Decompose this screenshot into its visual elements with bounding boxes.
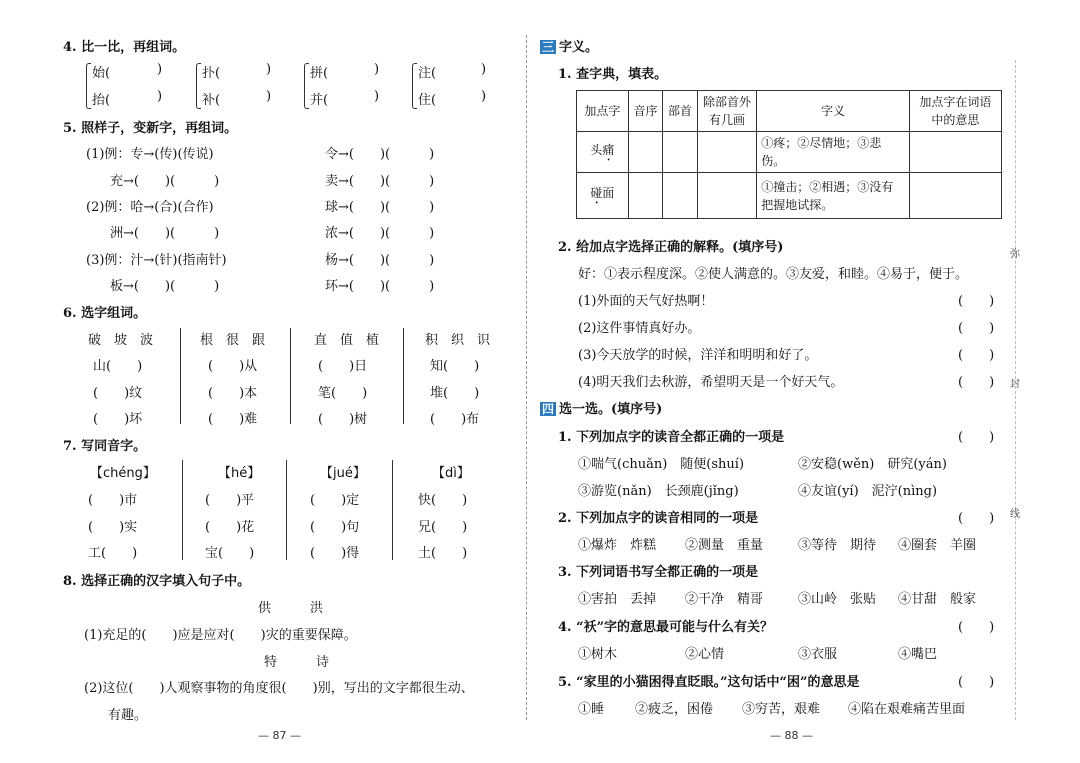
choice-option: ④圈套 羊圈 [898,538,977,553]
q4-title: 4. 比一比，再组词。 [63,40,186,55]
page-number: — 88 — [770,729,813,742]
table-header-row: 加点字 音序 部首 除部首外有几画 字义 加点字在词语中的意思 [577,91,1002,132]
q6-title: 6. 选字组词。 [63,306,147,321]
section-3-header: 三 字义。 [542,40,599,55]
q4-item: 注( [418,66,437,81]
q6-group-head: 直 值 植 [314,333,380,348]
choice-option: ④友谊(yí) 泥泞(nìng) [798,484,938,499]
q8-sentence: (2)这位( )人观察事物的角度很( )别，写出的文字都很生动、 [84,681,474,696]
choice-question: 5. “家里的小猫困得直眨眼。”这句话中“困”的意思是 [558,675,860,690]
table-row: 碰面 ①撞击；②相遇；③没有把握地试探。 [577,173,1002,219]
choice-question: 2. 下列加点字的读音相同的一项是 [558,511,759,526]
q2-definitions: 好：①表示程度深。②使人满意的。③友爱，和睦。④易于，便于。 [578,267,969,282]
choice-option: ②干净 精哥 [685,592,764,607]
answer-blank[interactable]: ( ) [958,294,995,309]
q7-group-head: 【chéng】 [90,466,156,481]
choice-option: ②心情 [685,647,725,662]
choice-option: ②安稳(wěn) 研究(yán) [798,457,947,472]
q5-example: (2)例：哈→(合)(合作) [86,200,214,215]
choice-question: 1. 下列加点字的读音全都正确的一项是 [558,430,785,445]
choice-option: ①睡 [578,702,605,717]
q4-item: 始( [92,66,111,81]
q5-item: 板→( )( ) [110,279,220,294]
q5-example: (1)例：专→(传)(传说) [86,147,214,162]
choice-option: ③山岭 张贴 [798,592,877,607]
dictionary-table [576,90,1002,219]
choice-option: ④嘴巴 [898,647,938,662]
q1-title: 1. 查字典，填表。 [558,67,668,82]
choice-option: ①喘气(chuǎn) 随便(shuí) [578,457,745,472]
q2-item: (2)这件事情真好办。 [578,321,701,336]
q8-word-choices: 供 洪 [258,601,324,616]
q2-item: (3)今天放学的时候，洋洋和明明和好了。 [578,348,818,363]
q4-item: 扑( [202,66,221,81]
q8-title: 8. 选择正确的汉字填入句子中。 [63,574,251,589]
choice-option: ④陷在艰难痛苦里面 [848,702,966,717]
seal-char: 线 [1010,509,1020,520]
choice-option: ②疲乏，困倦 [635,702,714,717]
page-divider [526,35,527,720]
answer-blank[interactable]: ( ) [958,348,995,363]
answer-blank[interactable]: ( ) [958,675,995,690]
q5-item: 球→( )( ) [325,200,435,215]
q5-item: 充→( )( ) [110,174,220,189]
q2-item: (1)外面的天气好热啊！ [578,294,714,309]
q5-item: 洲→( )( ) [110,226,220,241]
q8-sentence: (1)充足的( )应是应对( )灾的重要保障。 [84,628,357,643]
choice-option: ④甘甜 般家 [898,592,977,607]
page-88 [530,0,1080,763]
answer-blank[interactable]: ( ) [958,430,995,445]
q2-item: (4)明天我们去秋游，希望明天是一个好天气。 [578,375,844,390]
q4-item: 住( [418,93,437,108]
seal-line [1015,60,1016,720]
q8-sentence-cont: 有趣。 [108,708,148,723]
choice-option: ③穷苦，艰难 [742,702,821,717]
q5-item: 杨→( )( ) [325,253,435,268]
table-row: 头痛 ①疼；②尽情地；③悲伤。 [577,132,1002,173]
choice-option: ①害拍 丢掉 [578,592,657,607]
q4-item: 拼( [310,66,329,81]
q6-group-head: 根 很 跟 [200,333,266,348]
q5-title: 5. 照样子，变新字，再组词。 [63,121,238,136]
q4-item: 补( [202,93,221,108]
seal-char: 封 [1010,379,1020,390]
answer-blank[interactable]: ( ) [958,375,995,390]
answer-blank[interactable]: ( ) [958,321,995,336]
choice-question: 4. “袄”字的意思最可能与什么有关？ [558,620,774,635]
q5-item: 令→( )( ) [325,147,435,162]
q4-item: 抬( [92,93,111,108]
page-number: — 87 — [258,729,301,742]
section-4-header: 四 选一选。(填序号) [542,402,663,417]
q4-item: 并( [310,93,329,108]
choice-option: ③游览(nǎn) 长颈鹿(jǐng) [578,484,739,499]
choice-option: ①树木 [578,647,618,662]
q7-group-head: 【jué】 [320,466,366,481]
q7-group-head: 【hé】 [218,466,261,481]
choice-question: 3. 下列词语书写全都正确的一项是 [558,565,759,580]
q8-word-choices: 特 诗 [264,655,330,670]
section-number-badge: 三 [542,40,555,54]
choice-option: ③衣服 [798,647,838,662]
q6-group-head: 破 坡 波 [88,333,154,348]
q6-group-head: 积 织 识 [425,333,491,348]
q5-item: 卖→( )( ) [325,174,435,189]
q7-group-head: 【dì】 [432,466,470,481]
seal-char: 弥 [1010,249,1020,260]
choice-option: ③等待 期待 [798,538,877,553]
q2-title: 2. 给加点字选择正确的解释。(填序号) [558,240,784,255]
answer-blank[interactable]: ( ) [958,620,995,635]
q5-example: (3)例：汁→(针)(指南针) [86,253,227,268]
q5-item: 环→( )( ) [325,279,435,294]
q7-title: 7. 写同音字。 [63,439,147,454]
section-number-badge: 四 [542,402,555,416]
answer-blank[interactable]: ( ) [958,511,995,526]
q5-item: 浓→( )( ) [325,226,435,241]
page-87: 4. 比一比，再组词。 始( 抬( ) ) 扑( 补( ) ) 拼( 并( ) ) 注( 住( ) ) 5. 照样子，变新字，再组词。 (1)例：专→(传)(传说) 令→( )( ) 充→( )( ) 卖→( )( ) (2)例：哈→(合)(合作) 球→( )( ) 洲→( )( ) 浓→( )( ) (3)例：汁→(针)(指南针) 杨→( )( ) 板→( )( ) 环→( )( ) 6. 选字组词。 破 坡 波 山( ) ( )纹 ( )坏 根 很 跟 ( )从 ( )本 ( )难 直 值 植 ( )日 笔( ) ( )树 积 织 识 知( ) 堆( ) ( )布 7. 写同音字。 【chéng】 ( )市 ( )实 工( ) 【hé】 ( )平 ( )花 宝( ) 【jué】 ( )定 ( )句 ( )得 【dì】 快( ) 兄( ) 土( ) 8. 选择正确的汉字填入句子中。 供 洪 (1)充足的( )应是应对( )灾的重要保障。 特 诗 (2)这位( )人观察事物的角度很( )别，写出的文字都很生动、 有趣。 — 87 — [0,0,528,763]
choice-option: ①爆炸 炸糕 [578,538,657,553]
choice-option: ②测量 重量 [685,538,764,553]
